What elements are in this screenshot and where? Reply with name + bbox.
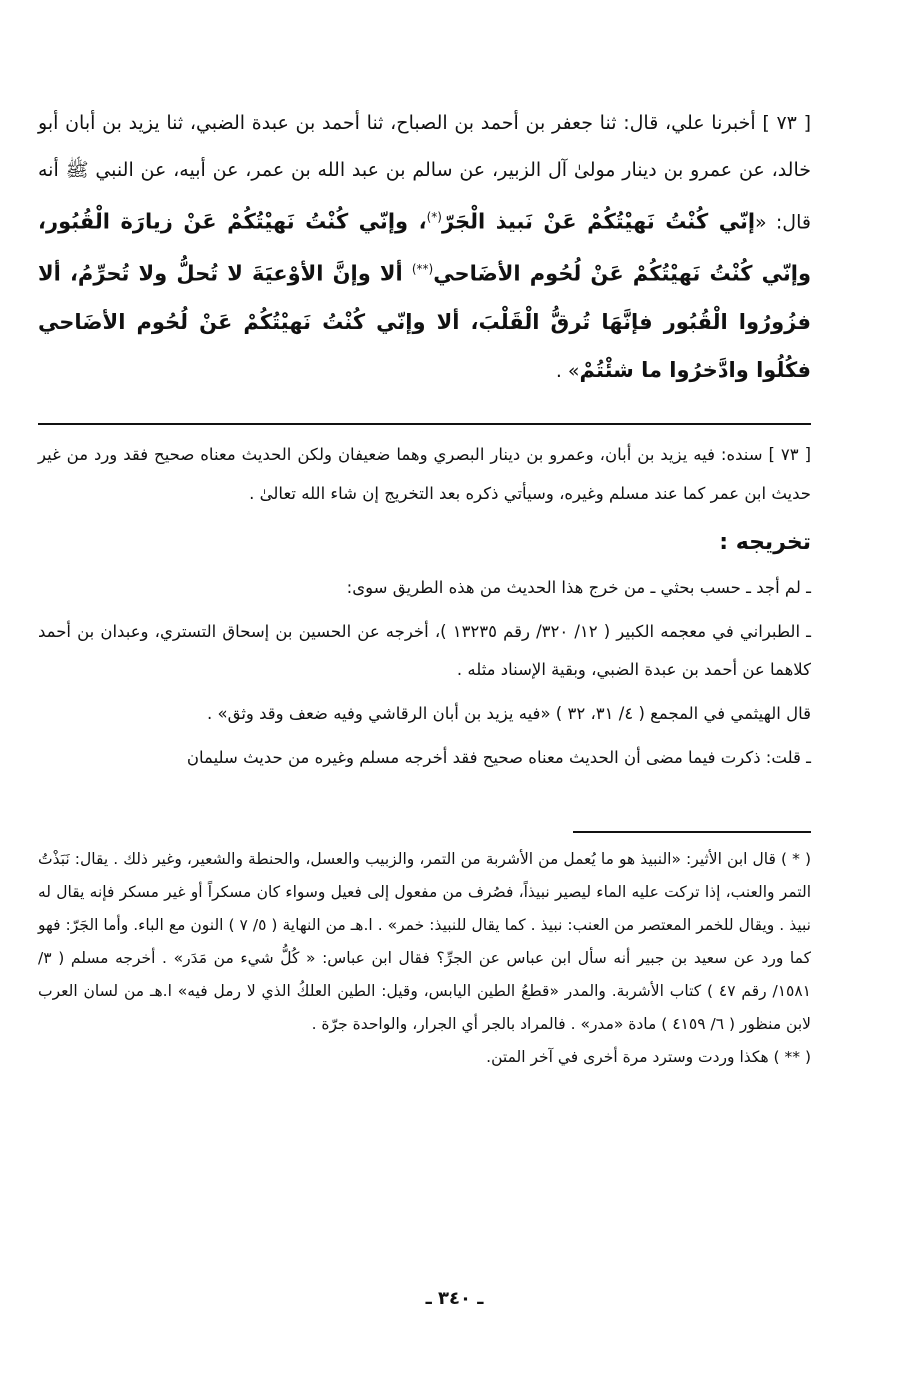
footnote-1: ( * ) قال ابن الأثير: «النبيذ هو ما يُعمل من الأشربة من التمر، والزبيب والعسل، والحنطة والشعير، وغير ذلك . يقال: نَبَذْتُ التمر والعنب، إذا تركت عليه الماء ليصير نبيذاً، فصُرف من مفعول إلى فعيل وسواء كان مسكراً أو غير مسكر فإنه يقال له نبيذ . ويقال للخمر المعتصر من العنب: نبيذ . كما يقال للنبيذ: خمر» . ا.هـ من النهاية ( ٥/ ٧ ) النون مع الباء. وأما الجَرّ: فهو كما ورد عن سعيد بن جبير أنه سأل ابن عباس عن الجرِّ؟ فقال ابن عباس: « كُلُّ شيء من مَدَر» . أخرجه مسلم ( ٣/ ١٥٨١/ رقم ٤٧ ) كتاب الأشربة. والمدر «قطعُ الطين اليابس، وقيل: الطين العلكُ الذي لا رمل فيه» ا.هـ من لسان العرب لابن منظور ( ٦/ ٤١٥٩ ) مادة «مدر» . فالمراد بالجر أي الجرار، والواحدة جرّة .	[38, 849, 811, 1033]
takhrij-paragraph: ـ قلت: ذكرت فيما مضى أن الحديث معناه صحيح فقد أخرجه مسلم وغيره من حديث سليمان	[186, 747, 811, 767]
hadith-closing: » .	[555, 359, 580, 382]
hadith-main-text	[38, 100, 811, 395]
isnad-note: [ ٧٣ ] سنده: فيه يزيد بن أبان، وعمرو بن دينار البصري وهما ضعيفان ولكن الحديث معناه صحيح فقد ورد من غير حديث ابن عمر كما عند مسلم وغيره، وسيأتي ذكره بعد التخريج إن شاء الله تعالىٰ .	[38, 444, 812, 503]
page-number: ـ ٣٤٠ ـ	[425, 1288, 484, 1309]
page-body	[38, 100, 811, 1074]
takhrij-paragraph: ـ الطبراني في معجمه الكبير ( ١٢/ ٣٢٠/ رقم ١٣٢٣٥ )، أخرجه عن الحسين بن إسحاق التستري، وعبدان بن أحمد كلاهما عن أحمد بن عبدة الضبي، وبقية الإسناد مثله .	[38, 621, 811, 679]
isnad-chain: [ ٧٣ ] أخبرنا علي، قال: ثنا جعفر بن أحمد بن الصباح، ثنا أحمد بن عبدة الضبي، ثنا يزيد بن أبان أبو خالد، عن عمرو بن دينار مولىٰ آل الزبير، عن سالم بن عبد الله بن عمر، عن أبيه، عن النبي ﷺ أنه قال: «	[38, 112, 811, 234]
hadith-text-part-2: ، وإنّي كُنْتُ نَهيْتُكُمْ عَنْ زيارَة الْقُبُور، وإنّي كُنْتُ نَهيْتُكُمْ عَنْ لُحُوم الأضَاحي	[38, 209, 811, 286]
takhrij-paragraph: ـ لم أجد ـ حسب بحثي ـ من خرج هذا الحديث من هذه الطريق سوى:	[346, 577, 811, 597]
hadith-text-part-1: إنّي كُنْتُ نَهيْتُكُمْ عَنْ نَبيذ الْجَرّ	[441, 209, 756, 234]
footnote-marker-1: (*)	[426, 210, 442, 224]
takhrij-heading: تخريجه :	[719, 529, 811, 555]
footnote-divider	[573, 831, 811, 833]
hadith-text-part-3: ألا وإنَّ الأوْعيَةَ لا تُحلُّ ولا تُحرِّمُ، ألا فزُورُوا الْقُبُور فإنَّهَا تُرقُّ الْقَلْبَ، ألا وإنّي كُنْتُ نَهيْتُكُمْ عَنْ لُحُوم الأضَاحي فكُلُوا وادَّخرُوا ما شئْتُمْ	[38, 261, 811, 382]
takhrij-paragraph: قال الهيثمي في المجمع ( ٤/ ٣١، ٣٢ ) «فيه يزيد بن أبان الرقاشي وفيه ضعف وقد وثق» .	[206, 703, 811, 723]
footnote-marker-2: (**)	[411, 262, 434, 277]
footnote-2: ( ** ) هكذا وردت وسترد مرة أخرى في آخر المتن.	[486, 1047, 811, 1066]
section-divider	[38, 423, 811, 425]
